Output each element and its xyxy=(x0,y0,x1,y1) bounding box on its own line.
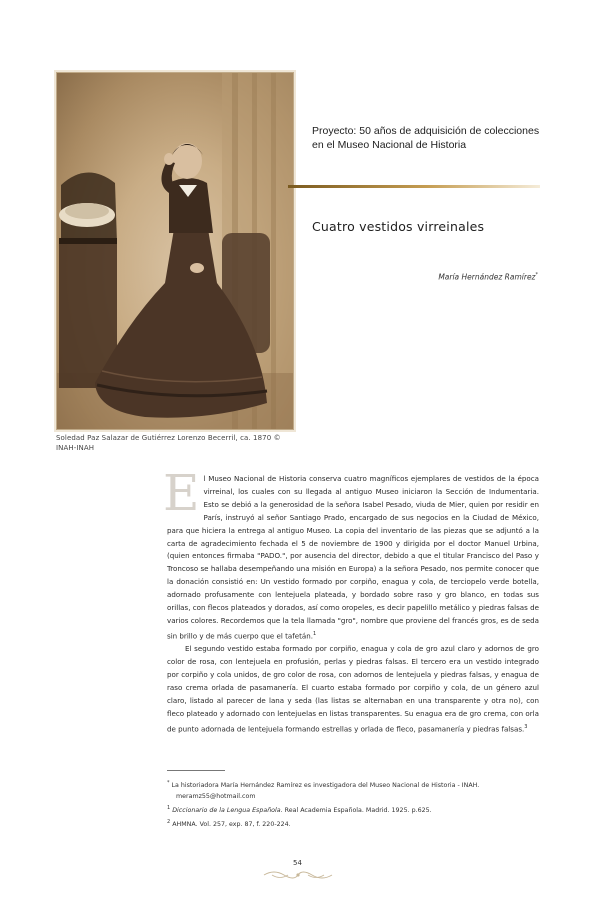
flourish-ornament-icon xyxy=(262,866,334,885)
footnote-2 xyxy=(167,817,539,831)
project-heading: Proyecto: 50 años de adquisición de colecciones en el Museo Nacional de Historia xyxy=(312,125,540,151)
paragraph-2 xyxy=(167,643,539,736)
photo-caption: Soledad Paz Salazar de Gutiérrez Lorenzo Becerril, ca. 1870 © INAH-INAH xyxy=(56,434,281,452)
article-title: Cuatro vestidos virreinales xyxy=(312,219,485,234)
portrait-photo xyxy=(56,72,294,430)
article-body xyxy=(163,464,539,736)
author-footnote-mark: * xyxy=(535,272,538,278)
footnote-title: Diccionario de la Lengua Española xyxy=(172,806,281,814)
paragraph-1 xyxy=(163,464,539,643)
footnote-author xyxy=(167,778,539,803)
footnote-ref-1: 1 xyxy=(312,630,317,637)
footnotes xyxy=(167,778,539,830)
drop-cap: E xyxy=(163,464,200,522)
footnote-text: . Real Academia Española. Madrid. 1925. p.625. xyxy=(280,806,432,814)
footnote-text: La historiadora María Hernández Ramírez es investigadora del Museo Nacional de Historia - INAH. meramz55@hotmail.com xyxy=(171,782,480,800)
paragraph-2-text: El segundo vestido estaba formado por corpiño, enagua y cola de gro azul claro y adornos de gro color de rosa, con lentejuela en profusión, perlas y piedras falsas. El tercero era un vestido integrado por corpiño y cola unidos, de gro color de rosa, con adornos de lentejuela y piedras falsas, y enagua de raso crema orlada de pasamanería. El cuarto estaba formado por corpiño y cola, de un género azul claro, listado al parecer de lana y seda (las listas se alternaban en una transparente y otra no), con fleco plateado y adornado con lentejuelas en listas transparentes. Su enagua era de gro crema, con orla de punto adornada de lentejuela formando estrellas y orlada de fleco, pasamanería y piedras falsas. xyxy=(167,644,539,733)
footnote-mark: 2 xyxy=(167,818,171,825)
footnote-mark: 1 xyxy=(167,804,171,811)
footnote-ref-2: 3 xyxy=(524,723,528,730)
heading-rule xyxy=(288,185,540,188)
footnote-rule xyxy=(167,770,225,771)
author-line xyxy=(438,272,538,282)
footnote-text: AHMNA. Vol. 257, exp. 87, f. 220-224. xyxy=(172,820,291,828)
footnote-1 xyxy=(167,803,539,817)
paragraph-1-text: l Museo Nacional de Historia conserva cuatro magníficos ejemplares de vestidos de la época virreinal, los cuales con su llegada al antiguo Museo iniciaron la Sección de Indumentaria. Esto se debió a la generosidad de la señora Isabel Pesado, viuda de Mier, quien por residir en París, instruyó al señor Santiago Prado, encargado de sus negocios en la Ciudad de México, para que hiciera la entrega al antiguo Museo. La copia del inventario de las piezas que se adjuntó a la carta de agradecimiento fechada el 5 de noviembre de 1900 y dirigida por el doctor Manuel Urbina, (quien entonces firmaba "PADO.", por ausencia del director, debido a que el titular Francisco del Paso y Troncoso se hallaba desempeñando una misión en Europa) a la señora Pesado, nos permite conocer que la donación consistió en: Un vestido formado por corpiño, enagua y cola, de terciopelo verde botella, adornado profusamente con lentejuela plateada, y bordado sobre raso y gro blanco, en todas sus orillas, con flecos plateados y dorados, así como oropeles, es decir papelillo metálico y piedras falsas de varios colores. Recordemos que la tela llamada "gro", nombre que proviene del francés gros, es de seda sin brillo y de más cuerpo que el tafetán. xyxy=(167,474,539,641)
footnote-mark: * xyxy=(167,780,170,786)
author-name: María Hernández Ramírez xyxy=(438,272,536,282)
page-number: 54 xyxy=(293,859,302,867)
